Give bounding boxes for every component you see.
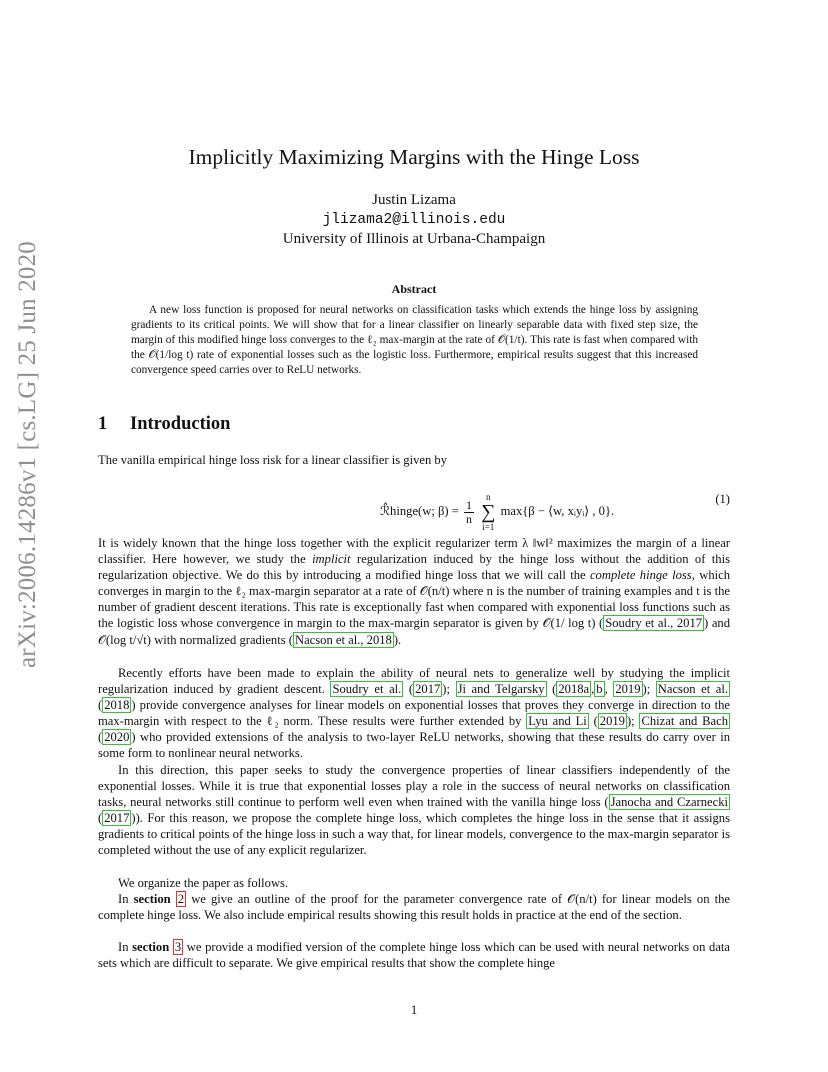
page-number: 1 (410, 1003, 418, 1017)
summation (481, 492, 495, 532)
citation-link[interactable]: 2018 (104, 698, 130, 713)
section-ref-link[interactable]: 3 (174, 940, 182, 954)
text-run: In (118, 940, 133, 954)
citation-link[interactable]: Janocha and Czarnecki (610, 795, 728, 810)
section-ref-link[interactable]: 2 (177, 892, 185, 906)
citation-link[interactable]: 2018a (558, 682, 590, 697)
text-run: ); (642, 682, 656, 697)
fraction-numerator: 1 (465, 497, 472, 512)
paper-title: Implicitly Maximizing Margins with the Hinge Loss (188, 145, 640, 169)
text-run: It is widely known that the hinge loss together with the explicit regularizer term λ ‖w‖² maximizes the margin of a linear classifier. Here however, we study the (98, 536, 730, 567)
text-run: ; (631, 714, 640, 729)
sum-top: n (486, 492, 491, 502)
section-heading (98, 414, 230, 435)
bold-text: section (133, 892, 171, 906)
equation-fraction (464, 499, 474, 526)
text-run: we provide a modified version of the complete hinge loss which can be used with neural networks on data sets which are difficult to separate. We give empirical results that show the complete hinge (98, 940, 730, 971)
affiliation: University of Illinois at Urbana-Champaign (282, 231, 546, 247)
emphasis-text: implicit (312, 552, 351, 567)
equation-body (380, 492, 614, 532)
paragraph-2: Recently efforts have been made to explain the ability of neural nets to generalize well by studying the implicit regularization induced by gradient descent. Soudry et al. ( 2017 ); Ji and Telgarsky ( 2018a , b , 2019 ); Nacson et al. ( 2018 ) provide convergence analyses for linear models on exponential losses that proves they converge in direction to the max-margin with respect to the ℓ₂ norm. These results were further extended by Lyu and Li ( 2019 ); Chizat and Bach ( 2020 ) who provided extensions of the analysis to two-layer ReLU networks, showing that these results do carry over in some form to nonlinear neural networks. (98, 666, 730, 761)
equation-lhs: ℛ̂hinge(w; β) = (380, 503, 459, 518)
paragraph-6 (98, 939, 730, 971)
sum-sign: ∑ (481, 501, 496, 523)
citation-link[interactable]: Lyu and Li (528, 714, 587, 729)
section-title: Introduction (130, 414, 231, 434)
paragraph-4: We organize the paper as follows. (118, 876, 289, 890)
paragraph-3: In this direction, this paper seeks to study the convergence properties of linear classifiers independently of the exponential losses. While it is true that exponential losses play a role in the success of neural networks on classification tasks, neural networks still continue to perform well even when trained with the vanilla hinge loss ( Janocha and Czarnecki ( 2017 )). For this reason, we propose the complete hinge loss, which completes the hinge loss in the sense that it assigns gradients to critical points of the hinge loss in such a way that, for linear models, convergence to the max-margin separator is completed without the use of any explicit regularizer. (98, 763, 730, 858)
citation-link[interactable]: Nacson et al. (657, 682, 729, 697)
text-run: provide convergence analyses for linear models on exponential losses that proves they converge in direction to the max-margin with respect to the ℓ₂ norm. These results were further extended by (98, 698, 730, 729)
equation-block (98, 478, 730, 532)
citation-link[interactable]: 2017 (104, 811, 130, 826)
equation-number: (1) (715, 492, 730, 506)
text-run: ). (393, 632, 402, 647)
abstract-heading: Abstract (391, 282, 437, 296)
text-run: regularization induced by the hinge loss without the addition of this regularization objective. We do this by introducing a modified hinge loss that we will call the (98, 552, 730, 583)
citation-link[interactable]: b (596, 682, 603, 697)
text-run: ) and 𝒪(log t/√t) with normalized gradients ( (98, 616, 731, 647)
author-email[interactable]: jlizama2@illinois.edu (322, 212, 506, 228)
text-run: , which converges in margin to the ℓ₂ max-margin separator at a rate of 𝒪(n/t) where n is the number of training examples and t is the number of gradient descent iterations. This rate is exceptionally fast when compared with exponential loss functions such as the logistic loss whose convergence in margin to the max-margin separator is given by 𝒪(1/ log t) ( (98, 568, 730, 631)
citation-link[interactable]: 2017 (415, 682, 441, 697)
citation-link[interactable]: Chizat and Bach (641, 714, 728, 729)
paragraph-1 (98, 535, 730, 648)
intro-line: The vanilla empirical hinge loss risk for a linear classifier is given by (98, 453, 448, 467)
citation-link[interactable]: 2020 (104, 730, 130, 745)
abstract-text: A new loss function is proposed for neural networks on classification tasks which extends the hinge loss by assigning gradients to its critical points. We will show that for a linear classifier on linearly separable data with fixed step size, the margin of this modified hinge loss converges to the ℓ₂ max-margin at the rate of 𝒪(1/t). This rate is fast when compared with the 𝒪(1/log t) rate of exponential losses such as the logistic loss. Furthermore, empirical results suggest that this increased convergence speed carries over to ReLU networks. (131, 304, 698, 376)
text-run: ). For this reason, we propose the complete hinge loss, which completes the hinge loss in the sense that it assigns gradients to critical points of the hinge loss in such a way that, for linear models, convergence to the max-margin separator is completed without the use of any explicit regularizer. (98, 811, 730, 858)
arxiv-stamp[interactable]: arXiv:2006.14286v1 [cs.LG] 25 Jun 2020 (14, 241, 41, 668)
text-run: we give an outline of the proof for the parameter convergence rate of 𝒪(n/t) for linear models on the complete hinge loss. We also include empirical results showing this result holds in practice at the end of the section. (98, 892, 731, 923)
citation-link[interactable]: Soudry et al. (332, 682, 402, 697)
text-run: Recently efforts have been made to explain the ability of neural nets to generalize well by studying the implicit regularization induced by gradient descent. (98, 666, 730, 697)
citation-link[interactable]: Ji and Telgarsky (457, 682, 545, 697)
sum-bottom: i=1 (482, 522, 495, 532)
citation-link[interactable]: 2019 (615, 682, 641, 697)
text-run: ; (446, 682, 456, 697)
fraction-denominator: n (465, 511, 472, 526)
bold-text: section (132, 940, 170, 954)
author-name: Justin Lizama (372, 192, 456, 208)
citation-link[interactable]: 2019 (599, 714, 625, 729)
section-number: 1 (98, 414, 108, 434)
citation-link[interactable]: Soudry et al., 2017 (605, 616, 703, 631)
text-run: In this direction, this paper seeks to study the convergence properties of linear classifiers independently of the exponential losses. While it is true that exponential losses play a role in the success of neural networks on classification tasks, neural networks still continue to perform well even when trained with the vanilla hinge loss ( (98, 763, 730, 810)
citation-link[interactable]: Nacson et al., 2018 (294, 632, 392, 647)
emphasis-text: complete hinge loss (589, 568, 692, 583)
text-run: who provided extensions of the analysis to two-layer ReLU networks, showing that these results do carry over in some form to nonlinear neural networks. (98, 730, 730, 761)
paragraph-5 (98, 891, 730, 923)
text-run: In (118, 892, 134, 906)
equation-rhs: max{β − ⟨w, xᵢyᵢ⟩ , 0}. (500, 503, 615, 518)
